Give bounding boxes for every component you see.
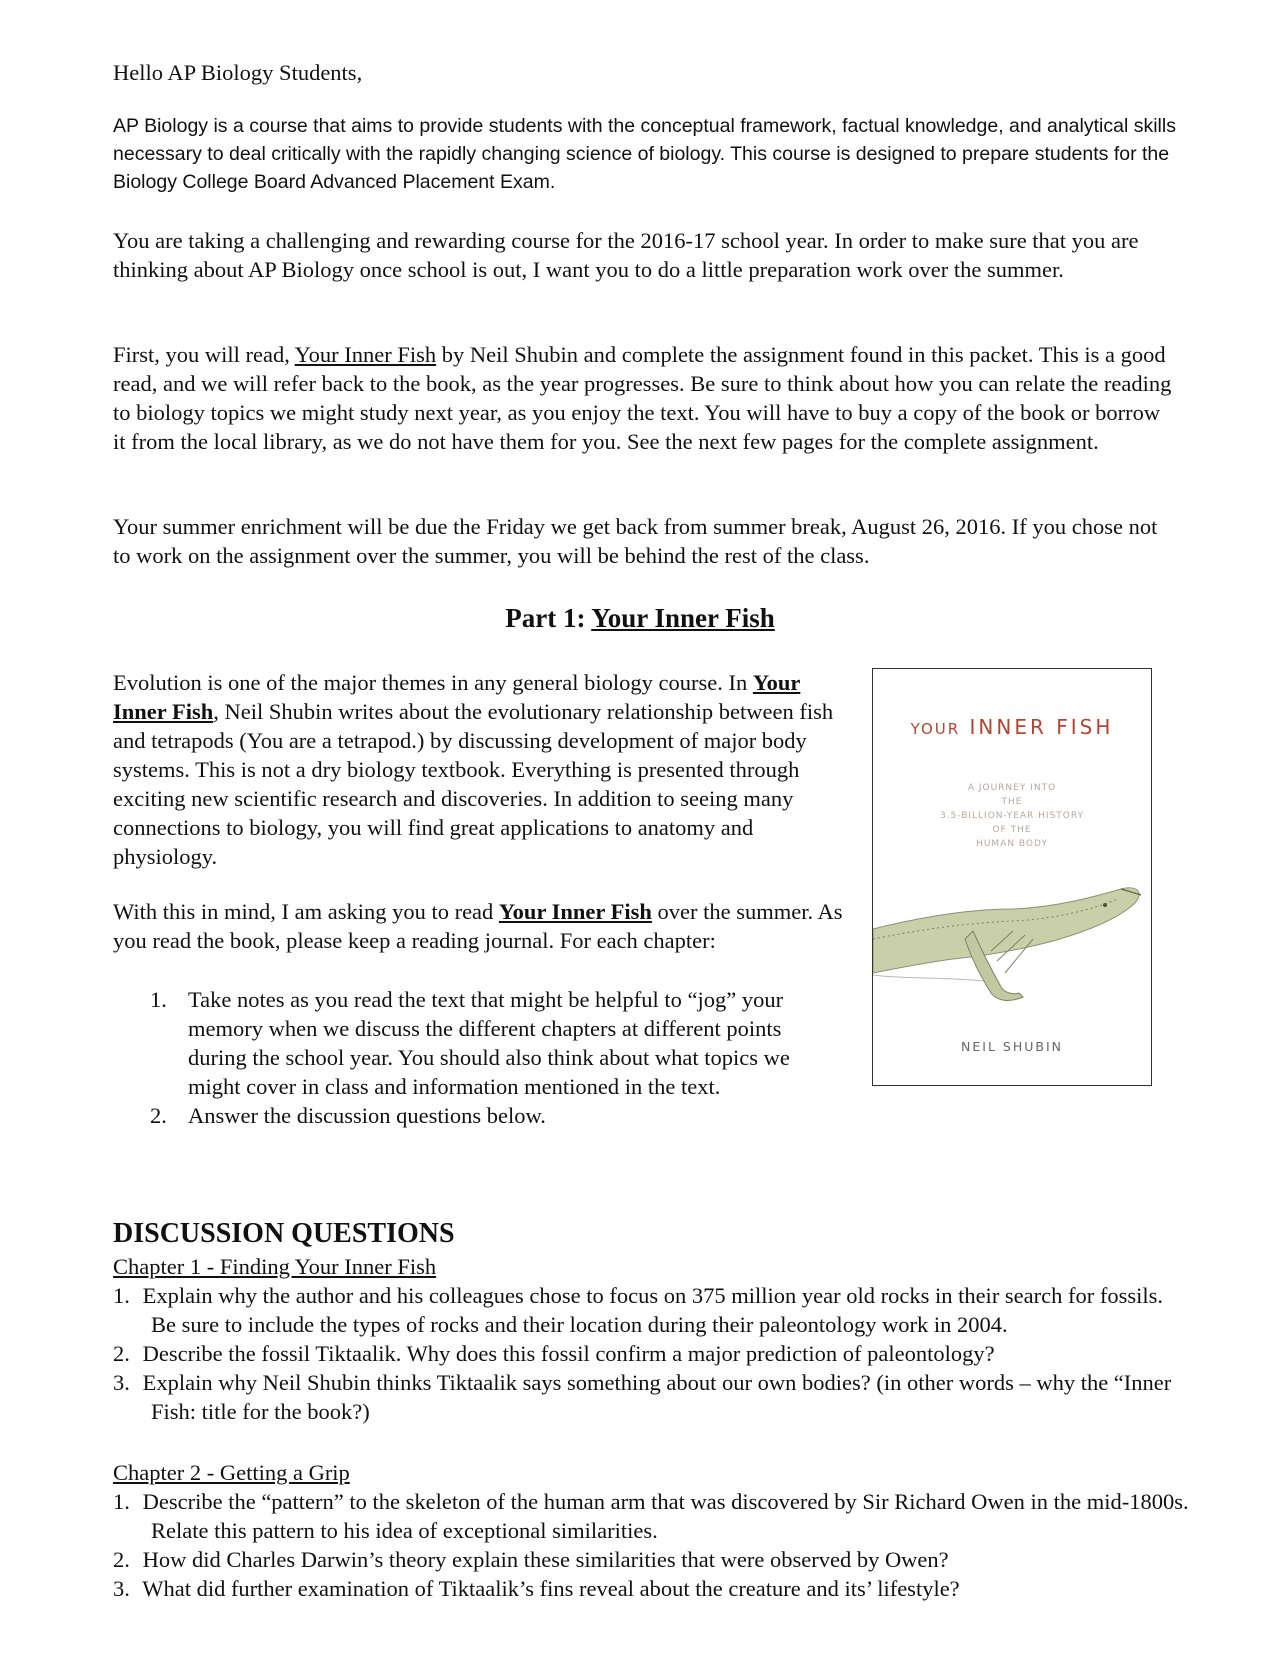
book-title-reference: Your Inner Fish: [294, 342, 437, 367]
book-cover-subtitle-line: THE: [1001, 797, 1023, 807]
journal-steps-list: [150, 985, 840, 1130]
list-item: [113, 1339, 1193, 1368]
question-text: Explain why the author and his colleagues chose to focus on 375 million year old rocks in their search for fossils. Be sure to include the types of rocks and their location during their paleontology work in 2004.: [142, 1283, 1164, 1337]
list-item: [150, 1101, 840, 1130]
question-text: How did Charles Darwin’s theory explain these similarities that were observed by Owen?: [142, 1547, 949, 1572]
book-cover-subtitle-line: HUMAN BODY: [976, 839, 1048, 849]
chapter-2-heading: Chapter 2 - Getting a Grip: [113, 1460, 350, 1485]
ask-book-title: Your Inner Fish: [498, 899, 652, 924]
evolution-after: , Neil Shubin writes about the evolutionary relationship between fish and tetrapods (You are a tetrapod.) by discussing development of major body systems. This is not a dry biology textbook. Everything is presented through exciting new scientific research and discoveries. In addition to seeing many connections to biology, you will find great applications to anatomy and physiology.: [113, 699, 834, 869]
chapter-1-heading: Chapter 1 - Finding Your Inner Fish: [113, 1254, 437, 1279]
part-1-book-title: Your Inner Fish: [591, 603, 775, 633]
list-item: [113, 1545, 1193, 1574]
book-cover-title-large: INNER FISH: [969, 715, 1114, 739]
book-cover-title: [873, 715, 1151, 739]
list-item: [113, 1281, 1193, 1339]
chapter-1-questions: [113, 1281, 1193, 1426]
reading-assignment-paragraph: [113, 340, 1173, 456]
greeting: Hello AP Biology Students,: [113, 60, 363, 85]
part-1-title: [0, 603, 1280, 634]
evolution-book-title: Your Inner Fish: [113, 670, 801, 724]
summer-work-paragraph: You are taking a challenging and rewarding course for the 2016-17 school year. In order to make sure that you are thinking about AP Biology once school is out, I want you to do a little preparation work over the summer.: [113, 228, 1139, 282]
book-cover-author: NEIL SHUBIN: [961, 1039, 1063, 1054]
evolution-paragraph: [113, 668, 853, 871]
list-item: [113, 1368, 1193, 1426]
question-number: 2.: [113, 1341, 130, 1366]
evolution-before: Evolution is one of the major themes in any general biology course. In: [113, 670, 753, 695]
discussion-questions-title: DISCUSSION QUESTIONS: [113, 1218, 455, 1249]
question-number: 2.: [113, 1547, 130, 1572]
list-item: [113, 1574, 1193, 1603]
ask-after: over the summer. As you read the book, please keep a reading journal. For each chapter:: [113, 899, 843, 953]
para2-before: First, you will read,: [113, 342, 295, 367]
part-1-prefix: Part 1:: [505, 603, 592, 633]
question-text: Describe the fossil Tiktaalik. Why does this fossil confirm a major prediction of paleontology?: [142, 1341, 995, 1366]
book-cover-subtitle-line: OF THE: [992, 825, 1032, 835]
book-cover-title-small: YOUR: [910, 720, 961, 738]
step-number: 1.: [150, 987, 167, 1012]
due-date-paragraph: Your summer enrichment will be due the Friday we get back from summer break, August 26, 2016. If you chose not to work on the assignment over the summer, you will be behind the rest of the class.: [113, 514, 1158, 568]
book-cover-subtitle: [873, 781, 1151, 851]
question-number: 1.: [113, 1489, 130, 1514]
question-text: What did further examination of Tiktaalik’s fins reveal about the creature and its’ lifestyle?: [142, 1576, 960, 1601]
question-number: 1.: [113, 1283, 130, 1308]
book-cover-subtitle-line: 3.5-BILLION-YEAR HISTORY: [939, 811, 1085, 821]
book-cover-subtitle-line: A JOURNEY INTO: [967, 783, 1057, 793]
question-text: Describe the “pattern” to the skeleton of the human arm that was discovered by Sir Richard Owen in the mid-1800s. Relate this pattern to his idea of exceptional similarities.: [142, 1489, 1189, 1543]
question-text: Explain why Neil Shubin thinks Tiktaalik says something about our own bodies? (in other words – why the “Inner Fish: title for the book?): [142, 1370, 1172, 1424]
list-item: [113, 1487, 1193, 1545]
step-text: Take notes as you read the text that might be helpful to “jog” your memory when we discuss the different chapters at different points during the school year. You should also think about what topics we might cover in class and information mentioned in the text.: [188, 987, 790, 1099]
course-intro: AP Biology is a course that aims to provide students with the conceptual framework, factual knowledge, and analytical skills necessary to deal critically with the rapidly changing science of biology. This course is designed to prepare students for the Biology College Board Advanced Placement Exam.: [113, 115, 1176, 193]
list-item: [150, 985, 840, 1101]
para2-after: by Neil Shubin and complete the assignment found in this packet. This is a good read, and we will refer back to the book, as the year progresses. Be sure to think about how you can relate the reading to biology topics we might study next year, as you enjoy the text. You will have to buy a copy of the book or borrow it from the local library, as we do not have them for you. See the next few pages for the complete assignment.: [113, 342, 1172, 454]
chapter-2-questions: [113, 1487, 1193, 1603]
ask-before: With this in mind, I am asking you to read: [113, 899, 499, 924]
question-number: 3.: [113, 1576, 130, 1601]
reading-journal-paragraph: [113, 897, 853, 955]
question-number: 3.: [113, 1370, 130, 1395]
tiktaalik-illustration: [873, 869, 1151, 1019]
step-number: 2.: [150, 1103, 167, 1128]
step-text: Answer the discussion questions below.: [188, 1103, 546, 1128]
book-cover-image: [872, 668, 1152, 1086]
